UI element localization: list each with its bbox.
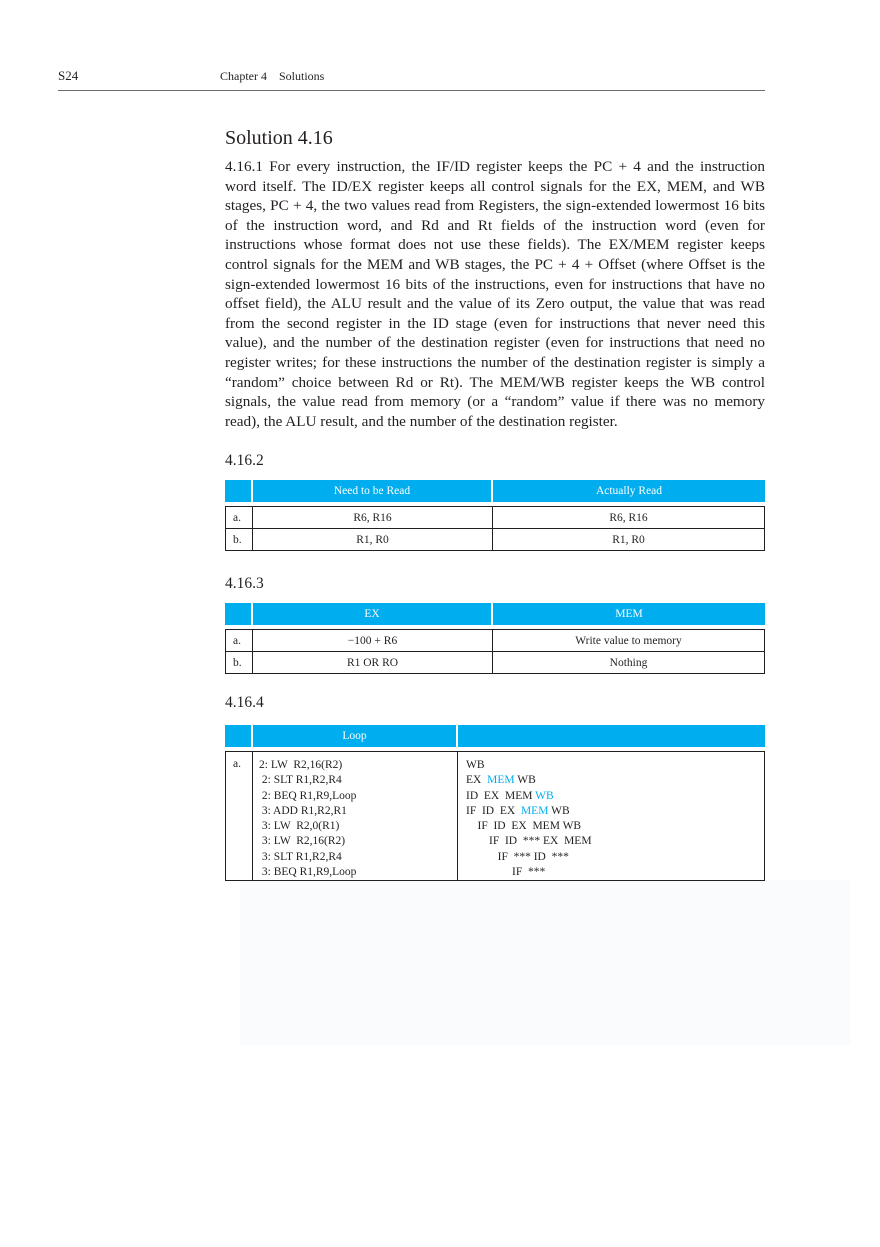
table-cell: R6, R16	[493, 506, 765, 529]
table-cell: R1, R0	[253, 529, 493, 551]
pipeline-line	[466, 834, 764, 849]
column-header	[458, 725, 765, 747]
column-header: Need to be Read	[253, 480, 493, 502]
pipeline-line	[466, 758, 764, 773]
column-header: Loop	[253, 725, 458, 747]
table-row	[225, 751, 765, 881]
stage-table	[225, 603, 765, 674]
solution-title: Solution 4.16	[225, 127, 333, 149]
row-label: a.	[225, 629, 253, 652]
code-line: 2: BEQ R1,R9,Loop	[259, 789, 357, 802]
corner-cell	[225, 603, 253, 625]
table-cell: R6, R16	[253, 506, 493, 529]
pipeline-stages: WB	[514, 774, 536, 787]
table-cell: R1, R0	[493, 529, 765, 551]
page-number: S24	[58, 68, 79, 83]
pipeline-stage-highlight: MEM	[520, 804, 549, 817]
pipeline-stages: IF ID EX MEM WB	[466, 820, 582, 833]
column-header: EX	[253, 603, 493, 625]
row-label: b.	[225, 652, 253, 674]
code-line: 3: BEQ R1,R9,Loop	[259, 866, 357, 879]
pipeline-stage-highlight: MEM	[487, 774, 515, 787]
code-line: 2: LW R2,16(R2)	[259, 759, 343, 771]
page-header	[58, 68, 765, 91]
pipeline-stages: ID EX MEM	[466, 789, 536, 802]
table-cell: R1 OR RO	[253, 652, 493, 674]
code-line: 3: ADD R1,R2,R1	[259, 804, 347, 817]
corner-cell	[225, 480, 253, 502]
pipeline-stages: IF ID *** EX MEM	[466, 835, 592, 848]
code-line: 3: LW R2,16(R2)	[259, 835, 346, 848]
pipeline-stages: IF ***	[466, 866, 546, 879]
loop-pipeline-table	[225, 725, 765, 881]
pipeline-stages: WB	[548, 804, 570, 817]
pipeline-stages: IF ID EX	[466, 804, 521, 817]
row-label: b.	[225, 529, 253, 551]
table-cell: Nothing	[493, 652, 765, 674]
code-line: 3: LW R2,0(R1)	[259, 820, 340, 833]
section-heading-4-16-4: 4.16.4	[225, 694, 264, 711]
pipeline-cell	[458, 751, 765, 881]
pipeline-stages: WB	[466, 759, 485, 771]
pipeline-line	[466, 804, 764, 819]
pipeline-line	[466, 865, 764, 880]
code-cell	[253, 751, 458, 881]
pipeline-line	[466, 819, 764, 834]
section-heading-4-16-3: 4.16.3	[225, 575, 264, 592]
code-line: 2: SLT R1,R2,R4	[259, 774, 342, 787]
row-label: a.	[225, 751, 253, 881]
chapter-title: Chapter 4 Solutions	[220, 69, 325, 83]
section-heading-4-16-2: 4.16.2	[225, 452, 264, 469]
code-line: 3: SLT R1,R2,R4	[259, 850, 342, 863]
table-cell: Write value to memory	[493, 629, 765, 652]
pipeline-stages: IF *** ID ***	[466, 850, 569, 863]
row-label: a.	[225, 506, 253, 529]
table-row	[225, 529, 765, 551]
pipeline-stages: EX	[466, 774, 488, 787]
solution-paragraph: 4.16.1 For every instruction, the IF/ID register keeps the PC + 4 and the instruction word itself. The ID/EX register keeps all control signals for the EX, MEM, and WB stages, PC + 4, the two values read from Registers, the sign-extended lowermost 16 bits of the instruction word, and Rd and Rt fields of the instruction word (even for instructions whose format does not use these fields). The EX/MEM register keeps control signals for the MEM and WB stages, the PC + 4 + Offset (where Offset is the sign-extended lowermost 16 bits of the instructions, even for instructions that have no offset field), the ALU result and the value of its Zero output, the value that was read from the second register in the ID stage (even for instructions that never need this value), and the number of the destination register (even for instructions that need no register writes; for these instructions the number of the destination register is simply a “random” choice between Rd or Rt). The MEM/WB register keeps the WB control signals, the value read from memory (or a “random” value if there was no memory read), the ALU result, and the number of the destination register.	[225, 158, 765, 430]
table-row	[225, 629, 765, 652]
pipeline-line	[466, 773, 764, 788]
table-row	[225, 506, 765, 529]
column-header: MEM	[493, 603, 765, 625]
pipeline-line	[466, 850, 764, 865]
registers-read-table	[225, 480, 765, 551]
column-header: Actually Read	[493, 480, 765, 502]
scan-shading	[240, 880, 850, 1045]
corner-cell	[225, 725, 253, 747]
table-row	[225, 652, 765, 674]
table-cell: −100 + R6	[253, 629, 493, 652]
pipeline-line	[466, 789, 764, 804]
pipeline-stage-highlight: WB	[535, 789, 554, 802]
